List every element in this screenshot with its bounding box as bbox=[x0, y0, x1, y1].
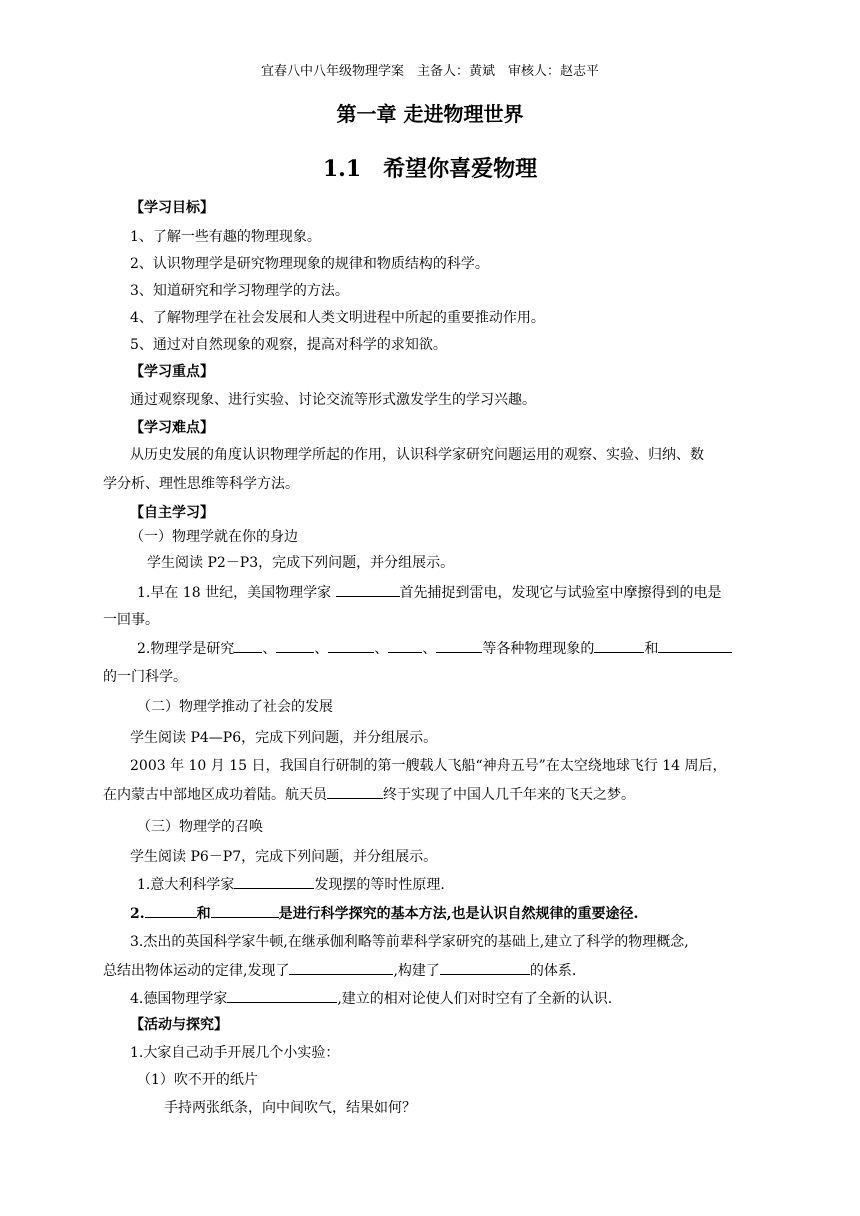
part2-instruction: 学生阅读 P4—P6，完成下列问题，并分组展示。 bbox=[130, 730, 438, 746]
part3-instruction: 学生阅读 P6－P7，完成下列问题，并分组展示。 bbox=[130, 849, 438, 865]
answer-blank[interactable] bbox=[436, 638, 482, 653]
goal-item: 4、了解物理学在社会发展和人类文明进程中所起的重要推动作用。 bbox=[130, 310, 545, 326]
part3-q4 bbox=[130, 988, 612, 1009]
goal-item: 1、了解一些有趣的物理现象。 bbox=[130, 229, 321, 245]
answer-blank[interactable] bbox=[289, 960, 393, 975]
part1-q1 bbox=[137, 582, 722, 603]
answer-blank[interactable] bbox=[234, 874, 314, 889]
activity-sub-1-text: 手持两张纸条，向中间吹气，结果如何？ bbox=[164, 1100, 416, 1116]
activity-heading: 【活动与探究】 bbox=[130, 1017, 228, 1033]
goals-heading: 【学习目标】 bbox=[130, 200, 214, 216]
q1-text-b: 首先捕捉到雷电，发现它与试验室中摩擦得到的电是 bbox=[399, 585, 722, 601]
q2-sep: 、 bbox=[262, 641, 277, 657]
part2-line-2 bbox=[103, 784, 635, 805]
part3-q4-b: ,建立的相对论使人们对时空有了全新的认识. bbox=[337, 991, 613, 1007]
answer-blank[interactable] bbox=[211, 903, 279, 918]
part3-q3-c: 的体系. bbox=[529, 963, 577, 979]
q2-sep: 、 bbox=[374, 641, 389, 657]
part2-text-a: 在内蒙古中部地区成功着陆。航天员 bbox=[103, 787, 327, 803]
part3-q3-a: 总结出物体运动的定律,发现了 bbox=[103, 963, 290, 979]
part1-q2 bbox=[137, 638, 732, 659]
activity-sub-1: （1）吹不开的纸片 bbox=[137, 1072, 258, 1088]
part3-q2 bbox=[130, 903, 638, 924]
difficulties-heading: 【学习难点】 bbox=[130, 420, 214, 436]
part3-q4-a: 4.德国物理学家 bbox=[130, 991, 228, 1007]
answer-blank[interactable] bbox=[336, 582, 400, 597]
part3-q3-line-2 bbox=[103, 960, 576, 981]
part3-q1-b: 发现摆的等时性原理. bbox=[314, 877, 445, 893]
answer-blank[interactable] bbox=[327, 784, 383, 799]
part3-q2-b: 是进行科学探究的基本方法,也是认识自然规律的重要途径. bbox=[278, 906, 639, 922]
difficulties-line-2: 学分析、理性思维等科学方法。 bbox=[103, 476, 299, 492]
part2-line-1: 2003 年 10 月 15 日，我国自行研制的第一艘载人飞船“神舟五号”在太空绕地球飞行 14 周后， bbox=[130, 758, 727, 774]
answer-blank[interactable] bbox=[440, 960, 530, 975]
answer-blank[interactable] bbox=[328, 638, 374, 653]
answer-blank[interactable] bbox=[234, 638, 262, 653]
goal-item: 3、知道研究和学习物理学的方法。 bbox=[130, 283, 349, 299]
goal-item: 2、认识物理学是研究物理现象的规律和物质结构的科学。 bbox=[130, 256, 489, 272]
part3-q1-a: 1.意大利科学家 bbox=[137, 877, 235, 893]
part3-q1 bbox=[137, 874, 445, 895]
part2-text-b: 终于实现了中国人几千年来的飞天之梦。 bbox=[383, 787, 635, 803]
chapter-title: 第一章 走进物理世界 bbox=[336, 102, 524, 126]
part2-title: （二）物理学推动了社会的发展 bbox=[137, 699, 333, 715]
part3-q3-line-1: 3.杰出的英国科学家牛顿,在继承伽利略等前辈科学家研究的基础上,建立了科学的物理概念, bbox=[130, 934, 689, 950]
q2-sep: 、 bbox=[314, 641, 329, 657]
self-study-heading: 【自主学习】 bbox=[130, 505, 214, 521]
goal-item: 5、通过对自然现象的观察，提高对科学的求知欲。 bbox=[130, 337, 447, 353]
answer-blank[interactable] bbox=[145, 903, 197, 918]
answer-blank[interactable] bbox=[658, 638, 732, 653]
q2-sep: 、 bbox=[422, 641, 437, 657]
page-header: 宜春八中八年级物理学案 主备人：黄斌 审核人：赵志平 bbox=[260, 64, 599, 79]
part3-q2-a: 2. bbox=[130, 906, 145, 922]
part3-title: （三）物理学的召唤 bbox=[137, 819, 263, 835]
key-points-heading: 【学习重点】 bbox=[130, 364, 214, 380]
q2-and: 和 bbox=[644, 641, 659, 657]
part1-title: （一）物理学就在你的身边 bbox=[130, 529, 298, 545]
activity-item-1: 1.大家自己动手开展几个小实验： bbox=[130, 1045, 340, 1061]
part3-q3-b: ,构建了 bbox=[393, 963, 440, 979]
answer-blank[interactable] bbox=[388, 638, 422, 653]
answer-blank[interactable] bbox=[227, 988, 337, 1003]
q2-text-b: 等各种物理现象的 bbox=[482, 641, 595, 657]
part3-q2-and: 和 bbox=[196, 906, 211, 922]
q2-text-a: 2.物理学是研究 bbox=[137, 641, 235, 657]
part1-instruction: 学生阅读 P2－P3，完成下列问题，并分组展示。 bbox=[147, 555, 455, 571]
key-points-text: 通过观察现象、进行实验、讨论交流等形式激发学生的学习兴趣。 bbox=[130, 392, 536, 408]
part1-q1-cont: 一回事。 bbox=[103, 612, 159, 628]
part1-q2-cont: 的一门科学。 bbox=[103, 669, 187, 685]
answer-blank[interactable] bbox=[594, 638, 644, 653]
section-title: 1.1 希望你喜爱物理 bbox=[322, 156, 538, 182]
difficulties-line-1: 从历史发展的角度认识物理学所起的作用，认识科学家研究问题运用的观察、实验、归纳、数 bbox=[130, 447, 704, 463]
q1-text-a: 1.早在 18 世纪，美国物理学家 bbox=[137, 585, 336, 601]
answer-blank[interactable] bbox=[276, 638, 314, 653]
